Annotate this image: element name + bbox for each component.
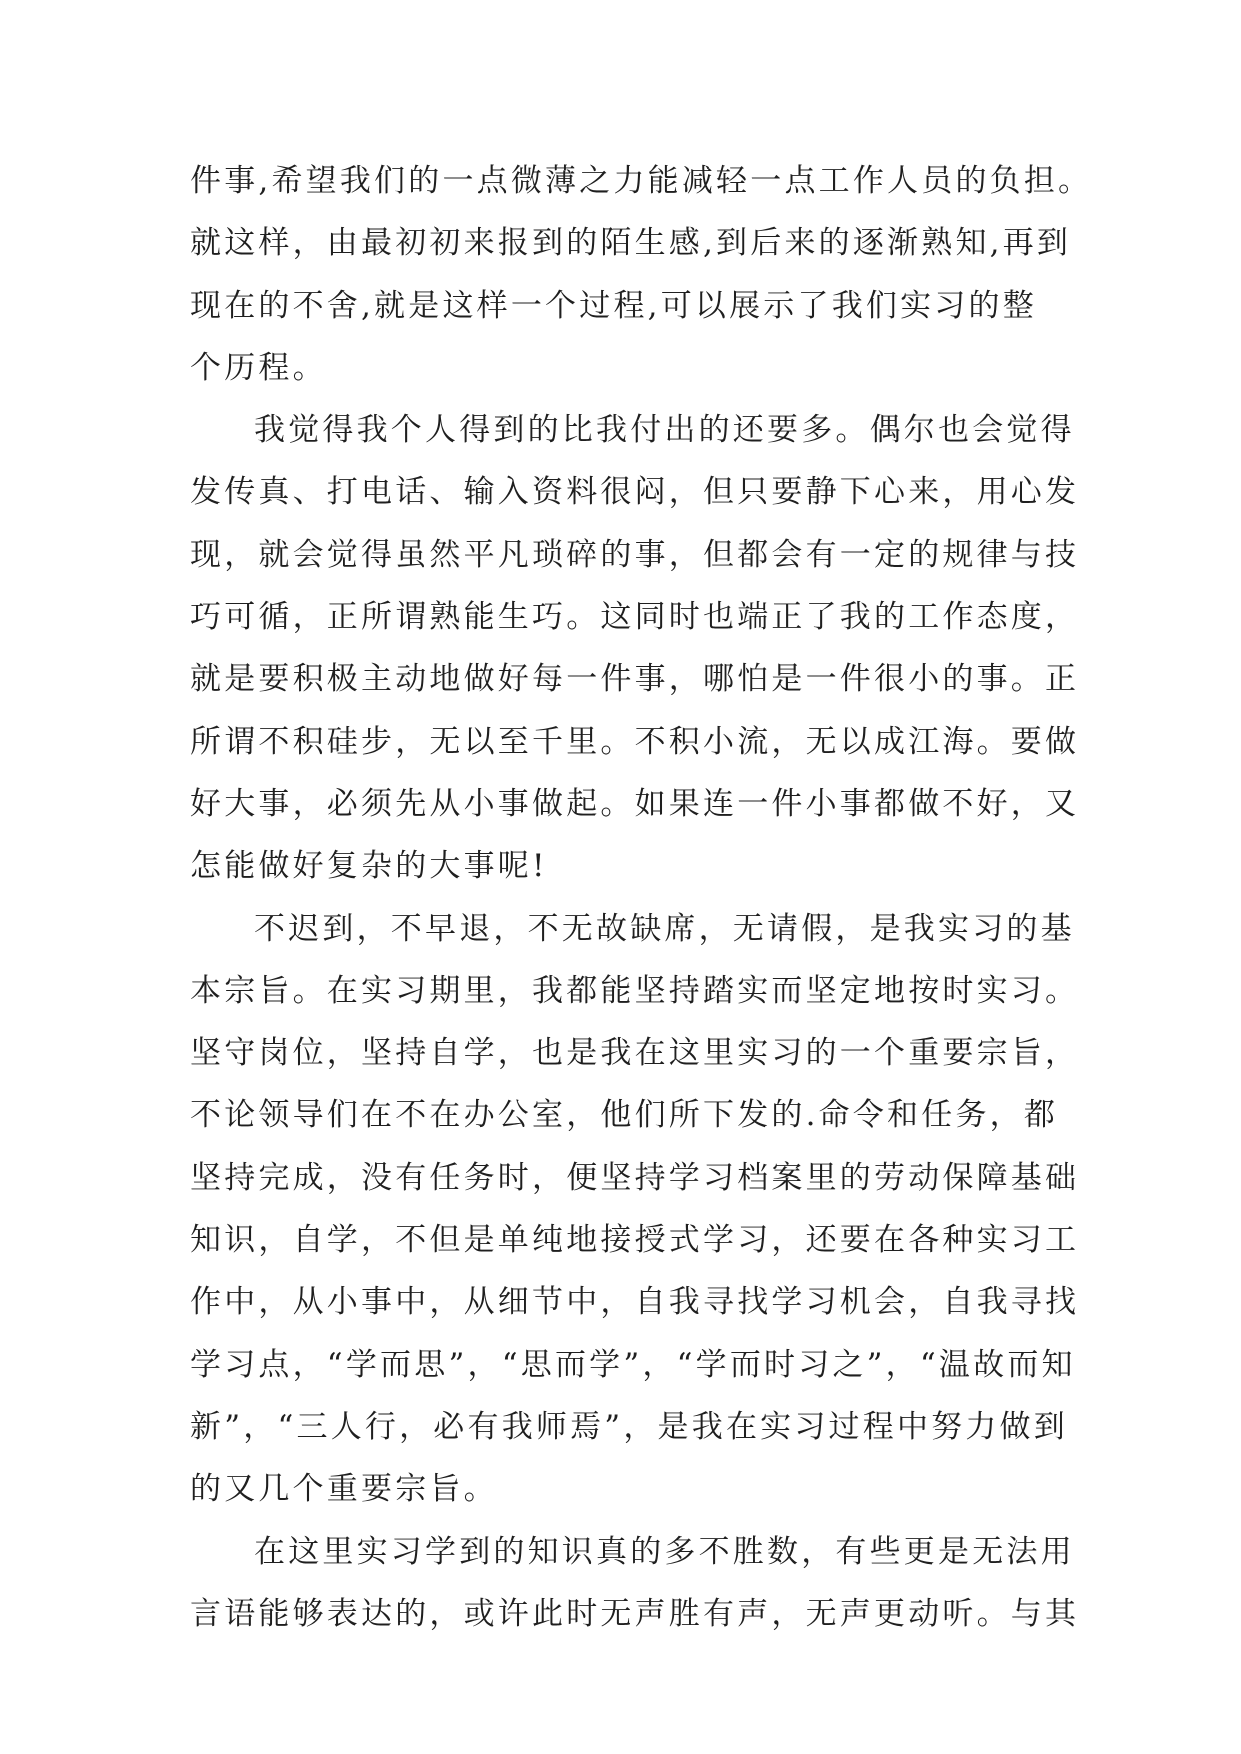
- text-line: 言语能够表达的，或许此时无声胜有声，无声更动听。与其: [190, 1595, 1080, 1632]
- text-line: 学习点，“学而思”，“思而学”，“学而时习之”，“温故而知: [190, 1346, 1076, 1383]
- text-line: 的又几个重要宗旨。: [190, 1471, 498, 1508]
- text-line: 所谓不积硅步，无以至千里。不积小流，无以成江海。要做: [190, 723, 1080, 760]
- text-line: 好大事，必须先从小事做起。如果连一件小事都做不好，又: [190, 785, 1080, 822]
- text-line: 巧可循，正所谓熟能生巧。这同时也端正了我的工作态度，: [190, 599, 1080, 636]
- text-line: 坚守岗位，坚持自学，也是我在这里实习的一个重要宗旨，: [190, 1035, 1080, 1072]
- text-line: 作中，从小事中，从细节中，自我寻找学习机会，自我寻找: [190, 1284, 1080, 1321]
- text-line: 本宗旨。在实习期里，我都能坚持踏实而坚定地按时实习。: [190, 972, 1080, 1009]
- document-body: [190, 150, 1093, 1645]
- text-line: 现，就会觉得虽然平凡琐碎的事，但都会有一定的规律与技: [190, 536, 1080, 573]
- text-line: 新”，“三人行，必有我师焉”，是我在实习过程中努力做到: [190, 1408, 1068, 1445]
- text-line: 发传真、打电话、输入资料很闷，但只要静下心来，用心发: [190, 474, 1080, 511]
- text-line: 知识，自学，不但是单纯地接授式学习，还要在各种实习工: [190, 1222, 1080, 1259]
- text-line: 个历程。: [190, 349, 327, 386]
- text-line: 就这样，由最初初来报到的陌生感,到后来的逐渐熟知,再到: [190, 225, 1072, 262]
- text-line: 坚持完成，没有任务时，便坚持学习档案里的劳动保障基础: [190, 1159, 1080, 1196]
- text-line: 就是要积极主动地做好每一件事，哪怕是一件很小的事。正: [190, 661, 1080, 698]
- paragraph-first-line: 不迟到，不早退，不无故缺席，无请假，是我实习的基: [254, 910, 1075, 947]
- paragraph-first-line: 在这里实习学到的知识真的多不胜数，有些更是无法用: [254, 1533, 1075, 1570]
- text-line: 件事,希望我们的一点微薄之力能减轻一点工作人员的负担。: [190, 163, 1093, 199]
- text-line: 现在的不舍,就是这样一个过程,可以展示了我们实习的整: [190, 287, 1037, 324]
- text-line: 怎能做好复杂的大事呢!: [190, 848, 548, 885]
- paragraph-first-line: 我觉得我个人得到的比我付出的还要多。偶尔也会觉得: [254, 412, 1075, 449]
- text-line: 不论领导们在不在办公室，他们所下发的.命令和任务，都: [190, 1097, 1059, 1134]
